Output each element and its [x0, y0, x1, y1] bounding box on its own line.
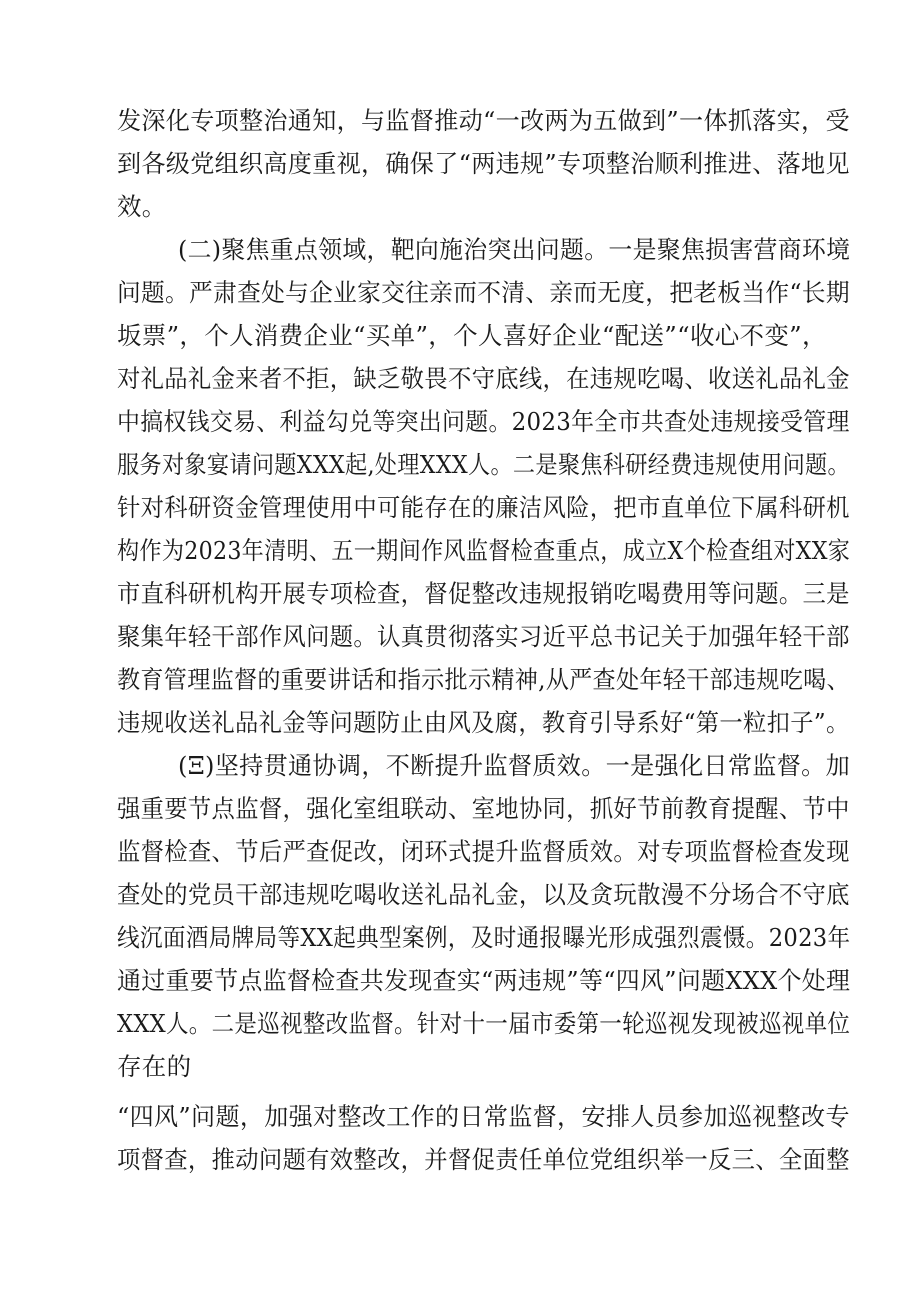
text-line-25: 项督查，推动问题有效整改，并督促责任单位党组织举一反三、全面整	[117, 1145, 850, 1174]
text-line-5: 问题。严肃查处与企业家交往亲而不清、亲而无度，把老板当作“长期	[117, 278, 850, 307]
text-line-19: 查处的党员干部违规吃喝收送礼品礼金，以及贪玩散漫不分场合不守底	[117, 880, 850, 909]
text-line-23: 存在的	[117, 1052, 192, 1081]
text-line-14: 教育管理监督的重要讲话和指示批示精神,从严查处年轻干部违规吃喝、	[117, 665, 850, 694]
text-line-11: 构作为2023年清明、五一期间作风监督检查重点，成立X个检查组对XX家	[117, 536, 851, 565]
text-line-22: XXX人。二是巡视整改监督。针对十一届市委第一轮巡视发现被巡视单位	[117, 1009, 851, 1038]
text-line-3: 效。	[117, 192, 167, 221]
text-line-18: 监督检查、节后严查促改，闭环式提升监督质效。对专项监督检查发现	[117, 837, 850, 866]
text-line-1: 发深化专项整治通知，与监督推动“一改两为五做到”一体抓落实，受	[117, 106, 850, 135]
text-line-24: “四风”问题，加强对整改工作的日常监督，安排人员参加巡视整改专	[117, 1102, 850, 1131]
text-line-15: 违规收送礼品礼金等问题防止由风及腐，教育引导系好“第一粒扣子”。	[117, 708, 850, 737]
text-line-4: (二)聚焦重点领域，靶向施治突出问题。一是聚焦损害营商环境	[178, 235, 851, 264]
text-line-17: 强重要节点监督，强化室组联动、室地协同，抓好节前教育提醒、节中	[117, 794, 850, 823]
text-line-2: 到各级党组织高度重视，确保了“两违规”专项整治顺利推进、落地见	[117, 149, 850, 178]
text-line-9: 服务对象宴请问题XXX起,处理XXX人。二是聚焦科研经费违规使用问题。	[117, 450, 850, 479]
text-line-10: 针对科研资金管理使用中可能存在的廉洁风险，把市直单位下属科研机	[117, 493, 850, 522]
text-line-13: 聚集年轻干部作风问题。认真贯彻落实习近平总书记关于加强年轻干部	[117, 622, 850, 651]
text-line-16: (Ξ)坚持贯通协调，不断提升监督质效。一是强化日常监督。加	[178, 751, 851, 780]
text-line-6: 坂票”，个人消费企业“买单”，个人喜好企业“配送”“收心不变”，	[117, 321, 827, 350]
text-line-21: 通过重要节点监督检查共发现查实“两违规”等“四风”问题XXX个处理	[117, 966, 851, 995]
text-line-12: 市直科研机构开展专项检查，督促整改违规报销吃喝费用等问题。三是	[117, 579, 850, 608]
text-line-8: 中搞权钱交易、利益勾兑等突出问题。2023年全市共查处违规接受管理	[117, 407, 850, 436]
text-line-20: 线沉面酒局牌局等XX起典型案例，及时通报曝光形成强烈震慑。2023年	[117, 923, 851, 952]
text-line-7: 对礼品礼金来者不拒，缺乏敬畏不守底线，在违规吃喝、收送礼品礼金	[117, 364, 850, 393]
